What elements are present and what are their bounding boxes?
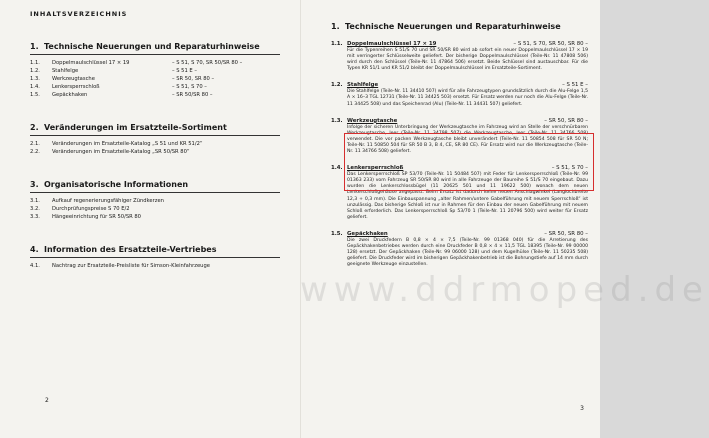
article-text: Die Stahlfelge (Teile-Nr. 11 34410 507) wird für alle Fahrzeugtypen grundsätzlich durch die Alu-Felge 1,5 A × 16–3 TGL 12731 (Teile-Nr. 11 34425 503) ersetzt. Für Ersatz werden nur noch die Alu-Felge (Teile-Nr. 11 34425 508) und das Speichenrad (Alu) (Teile-Nr. 11 34431 507) geliefert. (347, 89, 588, 107)
toc-section-label: Organisatorische Informationen (44, 180, 189, 189)
toc-entry-number: 1.2. (30, 68, 40, 74)
article-ref: – S 51 E – (562, 82, 588, 89)
article-title: Gepäckhaken (347, 230, 388, 237)
article-text: Infolge der sicheren Unterbringung der Werkzeugtasche im Fahrzeug wird an Stelle der verschnürbaren Werkzeugtasche, leer (Teile-Nr. 11 34798 507) die Werkzeugtasche, leer (Teile-Nr. 11 34766 508) verwendet. Die vor packen Werkzeugtasche bleibt unverändert (Teile-Nr. 11 50854 508 für SR 50 N; Teile-Nr. 11 50850 504 für SR 50 B 3, B 4, CE, SR 80 CE). Für Ersatz wird nur die Werkzeugtasche (Teile-Nr. 11 34766 508) geliefert. (347, 124, 588, 155)
article-text: Für die Typenreihen S 51/S 70 und SR 50/SR 80 wird ab sofort ein neuer Doppelmaulschlüssel 17 × 19 mit verringerter Schlüsselweite geliefert. Der bisherige Doppelmaulschlüssel (Teile-Nr. 11 47808 506) wird durch den Schlüssel (Teile-Nr. 11 47864 506) ersetzt. Beide Schlüssel sind austauschbar. Für die Typen KR 51/1 und KR 51/2 bleibt der Doppelmaulschlüssel im Ersatzteile-Sortiment. (347, 48, 588, 72)
toc-entry-number: 1.4. (30, 84, 40, 90)
article-ref: – S 51, S 70 – (551, 165, 588, 172)
toc-entry[interactable] (30, 213, 288, 221)
article-ref: – S 51, S 70, SR 50, SR 80 – (513, 41, 588, 47)
article-number: 1.3. (331, 117, 343, 124)
toc-entry[interactable] (30, 140, 288, 148)
toc-section-number: 4. (30, 245, 39, 254)
toc-sections (30, 42, 288, 270)
toc-section-number: 3. (30, 180, 39, 189)
toc-entry[interactable] (30, 197, 288, 205)
section-heading (331, 22, 588, 31)
toc-entry-number: 1.5. (30, 92, 40, 98)
toc-entry-label: Nachtrag zur Ersatzteile-Preisliste für Simson-Kleinfahrzeuge (52, 263, 210, 269)
article-item (331, 81, 588, 107)
toc-heading: INHALTSVERZEICHNIS (30, 10, 128, 18)
article-number: 1.5. (331, 230, 343, 237)
article-heading (331, 40, 588, 48)
highlight-box (344, 133, 594, 191)
article-text: Das Lenkersperrschloß SP 53/70 (Teile-Nr. 11 50484 507) mit Feder für Lenkersperrschloß (Teile-Nr. 99 01363 233) vom Fahrzeug SR 50/SR 80 wird in alle Fahrzeuge der Baureihe S 51/S 70 eingebaut. Dazu wurden die Lenkerschlossbügel (11 20625 501 und 11 19622 500) wonach dem neuen Lenkerschloßgehäuse angepasst. Beim Ersatz ist dadurch keine neuen Anschlagwinkel (Langlochbreite 12,3 + 0,3 mm). Die Einbauspannung „alter Rahmen/untere Gabelführung mit neuem Sperrschloß“ ist unzulässig. Das bisherige Schloß ist nur in Rahmen für den Einbau der neuen Gabelführung mit neuem Schloß erforderlich. Das Lenkersperrschloß Sp 53/70 1 (Teile-Nr. 11 20796 500) wird weiter für Ersatz geliefert. (347, 172, 588, 220)
toc-entry-label: Doppelmaulschlüssel 17 × 19 (52, 60, 130, 66)
article-heading (331, 230, 588, 238)
section-number: 1. (331, 22, 340, 31)
article-ref: – SR 50, SR 80 – (544, 117, 588, 124)
toc-entry[interactable] (30, 91, 288, 99)
right-page (300, 0, 709, 438)
toc-entry[interactable] (30, 148, 288, 156)
left-page (0, 0, 300, 438)
page-number-right: 3 (580, 405, 584, 412)
toc-divider (30, 257, 280, 258)
toc-entry-label: Aufkauf regenerierungsfähiger Zündkerzen (52, 198, 164, 204)
toc-entry-number: 1.1. (30, 60, 40, 66)
toc-entry[interactable] (30, 205, 288, 213)
article-title: Doppelmaulschlüssel 17 × 19 (347, 41, 437, 47)
toc-divider (30, 54, 280, 55)
toc-entry-number: 3.1. (30, 198, 40, 204)
toc-entry-label: Durchprüfungspreise S 70 E/2 (52, 206, 130, 212)
article-title: Stahlfelge (347, 82, 379, 89)
toc-section-number: 2. (30, 123, 39, 132)
toc-entry-label: Veränderungen im Ersatzteile-Katalog „S 51 und KR 51/2“ (52, 141, 203, 147)
toc-section (30, 42, 288, 99)
section-title: Technische Neuerungen und Reparaturhinweise (345, 22, 561, 31)
toc-section-title (30, 245, 288, 254)
toc-divider (30, 192, 280, 193)
toc-entry-number: 2.1. (30, 141, 40, 147)
article-item (331, 40, 588, 72)
toc-entry[interactable] (30, 67, 288, 75)
watermark: www.ddrmoped.de (300, 270, 709, 310)
toc-entry-ref: – S 51, S 70, SR 50/SR 80 – (172, 60, 243, 66)
toc-entry-label: Hängeeinrichtung für SR 50/SR 80 (52, 214, 141, 220)
toc-entry-number: 2.2. (30, 149, 40, 155)
toc-entry-number: 1.3. (30, 76, 40, 82)
toc-entry-ref: – SR 50, SR 80 – (172, 76, 215, 82)
page-number-left: 2 (45, 397, 49, 404)
toc-entry-number: 4.1. (30, 263, 40, 269)
toc-entry-ref: – SR 50/SR 80 – (172, 92, 213, 98)
toc-section (30, 180, 288, 221)
toc-entry-label: Werkzeugtasche (52, 76, 95, 82)
toc-entry-label: Veränderungen im Ersatzteile-Katalog „SR 50/SR 80“ (52, 149, 190, 155)
toc-section-number: 1. (30, 42, 39, 51)
toc-entry-label: Gepäckhaken (52, 92, 88, 98)
toc-entry[interactable] (30, 59, 288, 67)
article-ref: – SR 50, SR 80 – (544, 230, 588, 237)
toc-entry-number: 3.2. (30, 206, 40, 212)
article-text: Die zwei Druckfedern B 0,8 × 4 × 7,5 (Teile-Nr. 99 01368 040) für die Arretierung des Gepäckhakenbetriebes werden durch eine Druckfeder B 0,8 × 4 × 11,5 TGL 18395 (Teile-Nr. 99 00000 128) ersetzt. Der Gepäckhaken (Teile-Nr. 99 06000 128) und dem Kugelhülse (Teile-Nr. 11 50235 508) geliefert. Die Druckfeder wird im bisherigen Gepäckhakenbetrieb ist die Bohrungstiefe auf 14 mm durch geeignete Werkzeuge einzustellen. (347, 237, 588, 268)
toc-section-label: Technische Neuerungen und Reparaturhinweise (44, 42, 260, 51)
toc-section (30, 245, 288, 270)
toc-section-title (30, 42, 288, 51)
article-title: Lenkersperrschloß (347, 165, 404, 172)
article-number: 1.1. (331, 41, 343, 47)
article-item (331, 230, 588, 268)
toc-section-title (30, 180, 288, 189)
toc-section-title (30, 123, 288, 132)
toc-entry-label: Lenkersperrschloß (52, 84, 100, 90)
toc-section-label: Information des Ersatzteile-Vertriebes (44, 245, 217, 254)
toc-entry[interactable] (30, 83, 288, 91)
article-title: Werkzeugtasche (347, 117, 398, 124)
toc-entry-ref: – S 51 E – (172, 68, 197, 74)
toc-entry[interactable] (30, 262, 288, 270)
toc-section-label: Veränderungen im Ersatzteile-Sortiment (44, 123, 227, 132)
toc-entry-ref: – S 51, S 70 – (172, 84, 207, 90)
article-number: 1.2. (331, 82, 343, 89)
article-heading (331, 117, 588, 125)
toc-section (30, 123, 288, 156)
toc-entry-label: Stahlfelge (52, 68, 79, 74)
toc-entry[interactable] (30, 75, 288, 83)
article-number: 1.4. (331, 165, 343, 172)
toc-entry-number: 3.3. (30, 214, 40, 220)
toc-divider (30, 135, 280, 136)
